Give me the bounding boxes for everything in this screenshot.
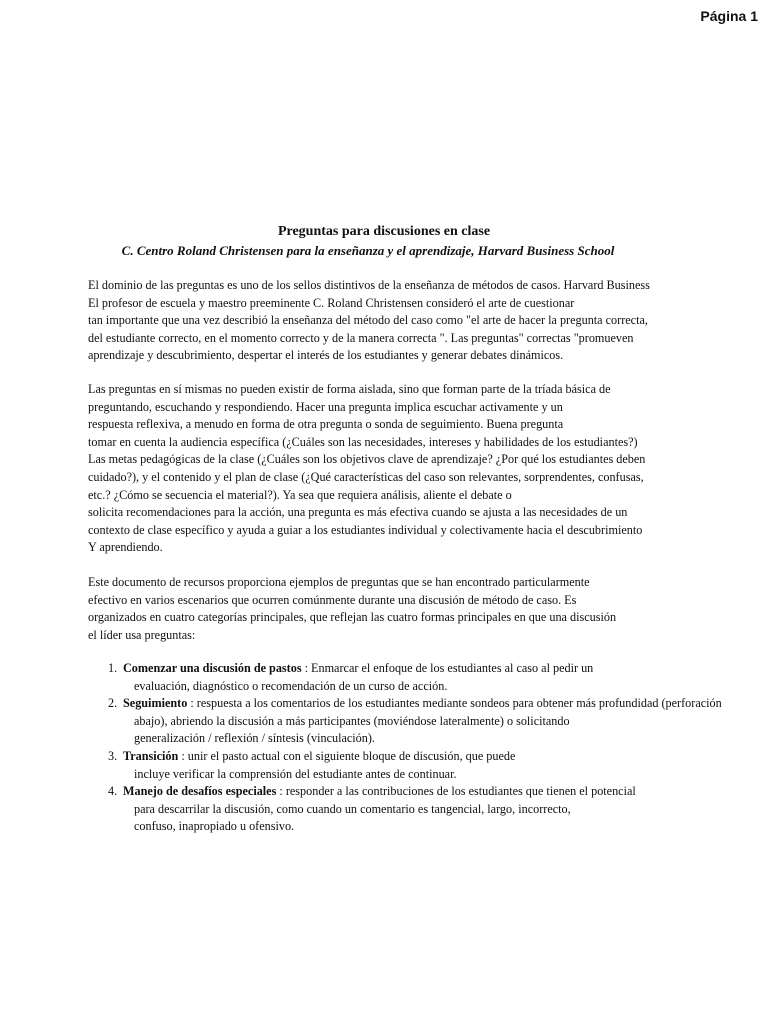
text-line: preguntando, escuchando y respondiendo. Hacer una pregunta implica escuchar activamente y un bbox=[88, 399, 563, 414]
list-text: : respuesta a los comentarios de los estudiantes mediante sondeos para obtener más profundidad (perforación bbox=[187, 696, 722, 711]
list-term: Comenzar una discusión de pastos bbox=[123, 661, 302, 675]
text-line: Este documento de recursos proporciona ejemplos de preguntas que se han encontrado particularmente bbox=[88, 575, 590, 589]
paragraph-resources bbox=[88, 574, 616, 644]
list-term: Manejo de desafíos especiales bbox=[123, 784, 277, 799]
list-text-continued: evaluación, diagnóstico o recomendación de un curso de acción. bbox=[134, 678, 448, 693]
paragraph-triad bbox=[88, 381, 645, 557]
text-line: tan importante que una vez describió la enseñanza del método del caso como "el arte de hacer la pregunta correcta, bbox=[88, 313, 648, 328]
list-text: : unir el pasto actual con el siguiente bloque de discusión, que puede bbox=[178, 748, 516, 763]
text-line: contexto de clase específico y ayuda a guiar a los estudiantes individual y colectivamente hacia el descubrimiento bbox=[88, 522, 643, 537]
paragraph-intro bbox=[88, 277, 650, 365]
list-item bbox=[108, 783, 722, 836]
list-term: Transición bbox=[123, 748, 179, 763]
list-term: Seguimiento bbox=[123, 696, 188, 711]
list-number: 2. bbox=[108, 696, 118, 711]
text-line: Las preguntas en sí mismas no pueden existir de forma aislada, sino que forman parte de la tríada básica de bbox=[88, 382, 611, 396]
text-line: El profesor de escuela y maestro preeminente C. Roland Christensen consideró el arte de cuestionar bbox=[88, 295, 575, 310]
text-line: etc.? ¿Cómo se secuencia el material?). Ya sea que requiera análisis, aliente el debate o bbox=[88, 487, 512, 502]
text-line: El dominio de las preguntas es uno de los sellos distintivos de la enseñanza de métodos de casos. Harvard Business bbox=[88, 278, 650, 292]
list-number: 4. bbox=[108, 784, 118, 799]
text-line: cuidado?), y el contenido y el plan de clase (¿Qué características del caso son relevantes, sorprendentes, confusas, bbox=[88, 469, 644, 484]
text-line: el líder usa preguntas: bbox=[88, 627, 196, 642]
list-text: : Enmarcar el enfoque de los estudiantes al caso al pedir un bbox=[301, 661, 594, 675]
list-text-continued: incluye verificar la comprensión del estudiante antes de continuar. bbox=[134, 766, 457, 781]
list-number: 3. bbox=[108, 748, 118, 763]
text-line: solicita recomendaciones para la acción, una pregunta es más efectiva cuando se ajusta a las necesidades de un bbox=[88, 505, 628, 520]
page-number: Página 1 bbox=[700, 8, 758, 24]
text-line: Las metas pedagógicas de la clase (¿Cuáles son los objetivos clave de aprendizaje? ¿Por qué los estudiantes deben bbox=[88, 452, 646, 467]
text-line: Y aprendiendo. bbox=[88, 540, 163, 555]
text-line: respuesta reflexiva, a menudo en forma de otra pregunta o sonda de seguimiento. Buena pregunta bbox=[88, 417, 564, 432]
list-item bbox=[108, 660, 722, 695]
document-subtitle: C. Centro Roland Christensen para la enseñanza y el aprendizaje, Harvard Business School bbox=[121, 243, 615, 258]
list-item bbox=[108, 748, 722, 783]
list-text-continued: abajo), abriendo la discusión a más participantes (moviéndose lateralmente) o solicitando bbox=[134, 713, 570, 728]
text-line: del estudiante correcto, en el momento correcto y de la manera correcta ". Las preguntas" correctas "promueven bbox=[88, 330, 634, 345]
list-text-continued: para descarrilar la discusión, como cuando un comentario es tangencial, largo, incorrecto, bbox=[134, 801, 571, 816]
list-text-continued: generalización / reflexión / síntesis (vinculación). bbox=[134, 731, 375, 746]
text-line: organizados en cuatro categorías principales, que reflejan las cuatro formas principales en que una discusión bbox=[88, 610, 617, 625]
list-item bbox=[108, 695, 722, 748]
list-text-continued: confuso, inapropiado u ofensivo. bbox=[134, 819, 295, 834]
list-number: 1. bbox=[108, 661, 118, 675]
document-title: Preguntas para discusiones en clase bbox=[277, 224, 491, 239]
text-line: efectivo en varios escenarios que ocurren comúnmente durante una discusión de método de caso. Es bbox=[88, 592, 577, 607]
text-line: aprendizaje y descubrimiento, despertar el interés de los estudiantes y generar debates dinámicos. bbox=[88, 348, 564, 363]
category-list bbox=[108, 660, 722, 836]
list-text: : responder a las contribuciones de los estudiantes que tienen el potencial bbox=[276, 784, 636, 799]
text-line: tomar en cuenta la audiencia específica (¿Cuáles son las necesidades, intereses y habilidades de los estudiantes?) bbox=[88, 434, 638, 449]
